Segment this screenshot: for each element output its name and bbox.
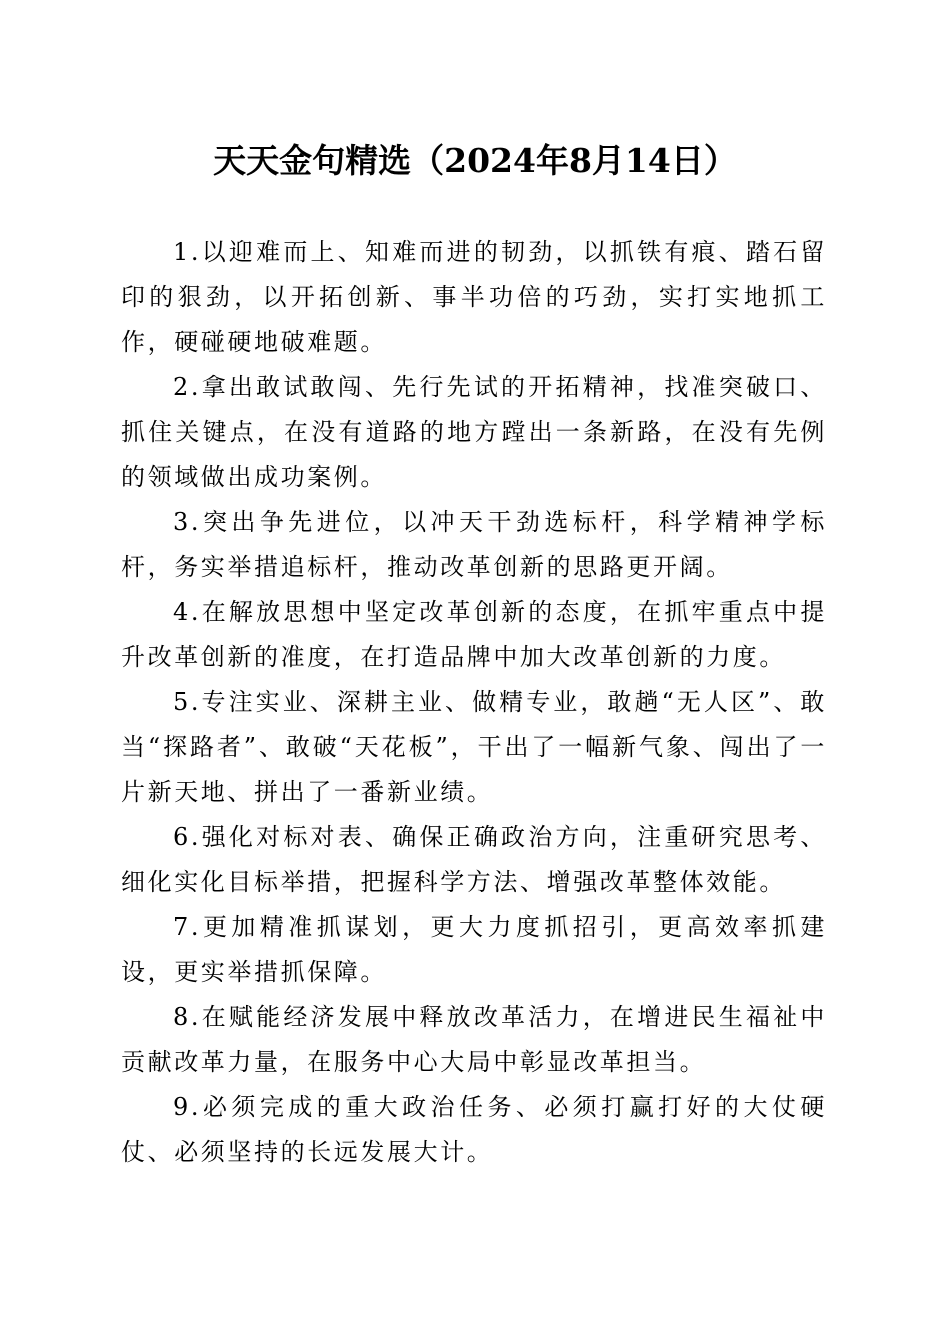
- quote-paragraph-7: 7.更加精准抓谋划，更大力度抓招引，更高效率抓建设，更实举措抓保障。: [121, 913, 827, 986]
- quote-paragraph-6: 6.强化对标对表、确保正确政治方向，注重研究思考、细化实化目标举措，把握科学方法、增强改革整体效能。: [121, 823, 827, 896]
- quote-paragraph-3: 3.突出争先进位，以冲天干劲选标杆，科学精神学标杆，务实举措追标杆，推动改革创新的思路更开阔。: [121, 508, 827, 581]
- document-title: 天天金句精选（2024年8月14日）: [213, 141, 737, 180]
- quote-paragraph-5: 5.专注实业、深耕主业、做精专业，敢趟“无人区”、敢当“探路者”、敢破“天花板”，干出了一幅新气象、闯出了一片新天地、拼出了一番新业绩。: [121, 688, 827, 806]
- quote-paragraph-8: 8.在赋能经济发展中释放改革活力，在增进民生福祉中贡献改革力量，在服务中心大局中彰显改革担当。: [121, 1003, 827, 1076]
- quote-paragraph-2: 2.拿出敢试敢闯、先行先试的开拓精神，找准突破口、抓住关键点，在没有道路的地方蹚出一条新路，在没有先例的领域做出成功案例。: [121, 373, 827, 491]
- quote-paragraph-4: 4.在解放思想中坚定改革创新的态度，在抓牢重点中提升改革创新的准度，在打造品牌中加大改革创新的力度。: [121, 598, 827, 671]
- quote-paragraph-1: 1.以迎难而上、知难而进的韧劲，以抓铁有痕、踏石留印的狠劲，以开拓创新、事半功倍的巧劲，实打实地抓工作，硬碰硬地破难题。: [121, 238, 827, 356]
- document-body: [121, 230, 827, 1175]
- quote-paragraph-9: 9.必须完成的重大政治任务、必须打赢打好的大仗硬仗、必须坚持的长远发展大计。: [121, 1093, 827, 1166]
